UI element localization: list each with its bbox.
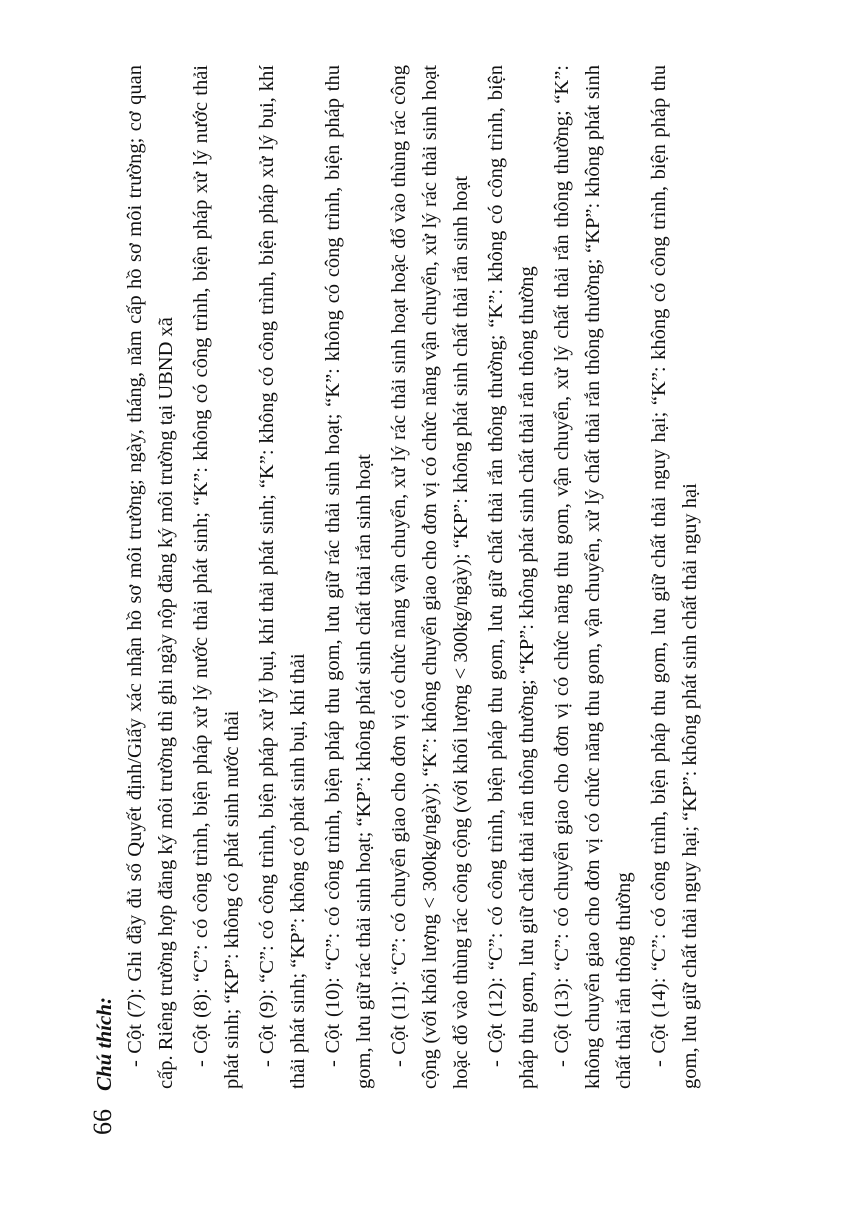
rotated-content: [80, 65, 760, 1135]
note-col-11: - Cột (11): “C”: có chuyển giao cho đơn vị có chức năng vận chuyển, xử lý rác thải sinh hoạt hoặc đổ vào thùng rác công cộng (với khối lượng < 300kg/ngày); “K”: không chuyển giao cho đơn vị có chức năng vận chuyển, xử lý rác thải sinh hoạt hoặc đổ vào thùng rác công cộng (với khối lượng < 300kg/ngày); “KP”: không phát sinh chất thải rắn sinh hoạt: [388, 65, 472, 1089]
note-col-14: - Cột (14): “C”: có công trình, biện pháp thu gom, lưu giữ chất thải nguy hại; “K”: không có công trình, biện pháp thu gom, lưu giữ chất thải nguy hại; “KP”: không phát sinh chất thải nguy hại: [648, 65, 701, 1089]
page-number: 66: [88, 1109, 117, 1135]
header-row: [80, 65, 120, 1135]
notes-title: Chú thích:: [92, 997, 116, 1091]
note-col-8: - Cột (8): “C”: có công trình, biện pháp xử lý nước thải phát sinh; “K”: không có công trình, biện pháp xử lý nước thải phát sinh; “KP”: không có phát sinh nước thải: [190, 65, 243, 1089]
note-col-7: - Cột (7): Ghi đầy đủ số Quyết định/Giấy xác nhận hồ sơ môi trường; ngày, tháng, năm cấp hồ sơ môi trường; cơ quan cấp. Riêng trường hợp đăng ký môi trường thì ghi ngày nộp đăng ký môi trường tại UBND xã: [124, 65, 177, 1089]
note-col-10: - Cột (10): “C”: có công trình, biện pháp thu gom, lưu giữ rác thải sinh hoạt; “K”: không có công trình, biện pháp thu gom, lưu giữ rác thải sinh hoạt; “KP”: không phát sinh chất thải rắn sinh hoạt: [322, 65, 375, 1089]
note-col-9: - Cột (9): “C”: có công trình, biện pháp xử lý bụi, khí thải phát sinh; “K”: không có công trình, biện pháp xử lý bụi, khí thải phát sinh; “KP”: không có phát sinh bụi, khí thải: [256, 65, 309, 1089]
notes-list: [120, 65, 706, 1135]
note-col-12: - Cột (12): “C”: có công trình, biện pháp thu gom, lưu giữ chất thải rắn thông thường; “K”: không có công trình, biện pháp thu gom, lưu giữ chất thải rắn thông thường; “KP”: không phát sinh chất thải rắn thông thường: [485, 65, 538, 1089]
note-col-13: - Cột (13): “C”: có chuyển giao cho đơn vị có chức năng thu gom, vận chuyển, xử lý chất thải rắn thông thường; “K”: không chuyển giao cho đơn vị có chức năng thu gom, vận chuyển, xử lý chất thải rắn thông thường; “KP”: không phát sinh chất thải rắn thông thường: [551, 65, 635, 1089]
